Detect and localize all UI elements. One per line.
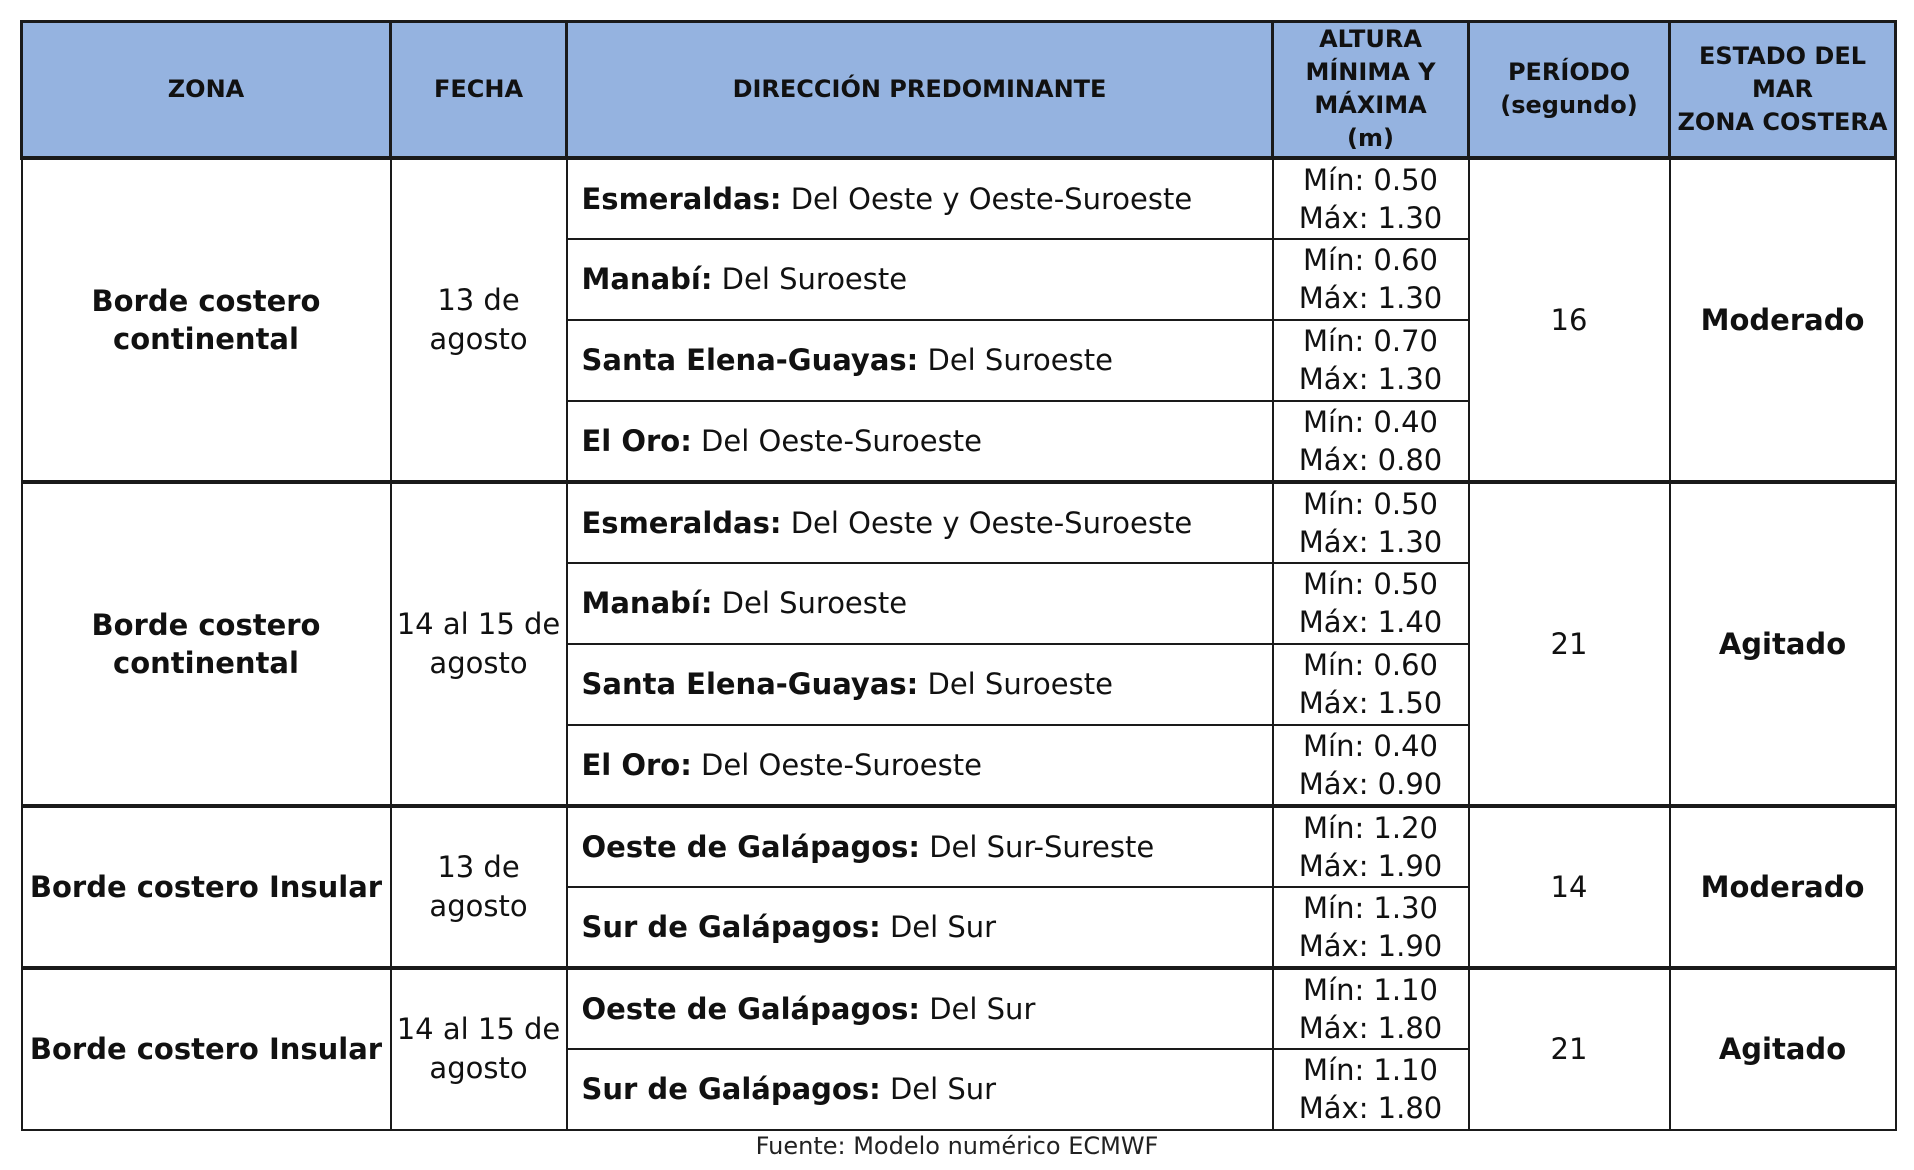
- altura-min: Mín: 0.60: [1302, 648, 1439, 682]
- altura-max: Máx: 0.90: [1298, 766, 1443, 801]
- direccion-cell: [567, 644, 1273, 725]
- altura-min: Mín: 0.60: [1302, 243, 1439, 277]
- direction-text: Del Sur: [889, 909, 997, 944]
- table-row: [22, 482, 1896, 563]
- altura-max: Máx: 1.30: [1298, 281, 1443, 315]
- altura-cell: [1273, 239, 1469, 320]
- altura-max: Máx: 1.30: [1298, 524, 1443, 559]
- header-periodo: [1469, 22, 1670, 158]
- altura-cell: [1273, 968, 1469, 1049]
- direccion-cell: [567, 1049, 1273, 1130]
- header-altura-line: MÁXIMA: [1314, 91, 1427, 120]
- altura-min: Mín: 0.50: [1302, 162, 1439, 197]
- altura-min: Mín: 1.30: [1302, 890, 1439, 925]
- direccion-cell: [567, 239, 1273, 320]
- fecha-line: agosto: [429, 321, 528, 356]
- direction-text: Del Suroeste: [927, 667, 1113, 701]
- direccion-cell: [567, 887, 1273, 968]
- header-altura-line: (m): [1347, 124, 1394, 153]
- direccion-cell: [567, 320, 1273, 401]
- direction-text: Del Oeste-Suroeste: [701, 747, 982, 782]
- place-label: Sur de Galápagos:: [581, 909, 881, 944]
- altura-min: Mín: 0.50: [1302, 567, 1439, 601]
- place-label: El Oro:: [581, 747, 692, 782]
- header-fecha: FECHA: [391, 22, 567, 158]
- altura-min: Mín: 0.40: [1302, 404, 1439, 439]
- fecha-line: agosto: [429, 888, 528, 923]
- forecast-table-container: [20, 20, 1894, 1131]
- fecha-line: agosto: [429, 1051, 528, 1085]
- direccion-cell: [567, 158, 1273, 239]
- header-row: [22, 22, 1896, 158]
- altura-max: Máx: 1.40: [1298, 605, 1443, 639]
- altura-max: Máx: 1.30: [1298, 200, 1443, 235]
- altura-cell: [1273, 158, 1469, 239]
- place-label: Esmeraldas:: [581, 181, 782, 216]
- zona-line: continental: [113, 645, 299, 680]
- altura-cell: [1273, 887, 1469, 968]
- zona-line: Borde costero: [91, 607, 321, 642]
- direction-text: Del Oeste y Oeste-Suroeste: [790, 181, 1193, 216]
- altura-max: Máx: 1.80: [1298, 1091, 1443, 1125]
- fecha-cell: [391, 806, 567, 968]
- header-estado-line: ZONA COSTERA: [1677, 107, 1888, 136]
- header-altura: [1273, 22, 1469, 158]
- altura-cell: [1273, 725, 1469, 806]
- direction-text: Del Sur: [889, 1072, 997, 1106]
- place-label: Manabí:: [581, 586, 713, 620]
- header-estado-line: MAR: [1752, 74, 1813, 103]
- source-caption: Fuente: Modelo numérico ECMWF: [755, 1132, 1159, 1160]
- periodo-cell: 21: [1469, 968, 1670, 1130]
- estado-cell: Agitado: [1670, 968, 1896, 1130]
- zona-line: Borde costero Insular: [29, 1032, 383, 1066]
- direccion-cell: [567, 482, 1273, 563]
- direction-text: Del Oeste-Suroeste: [701, 423, 982, 458]
- altura-cell: [1273, 401, 1469, 482]
- altura-min: Mín: 1.10: [1302, 972, 1439, 1007]
- place-label: Oeste de Galápagos:: [581, 991, 920, 1026]
- altura-max: Máx: 0.80: [1298, 442, 1443, 477]
- table-row: [22, 806, 1896, 887]
- altura-max: Máx: 1.50: [1298, 686, 1443, 720]
- header-zona: ZONA: [22, 22, 391, 158]
- periodo-cell: 21: [1469, 482, 1670, 806]
- header-periodo-line: PERÍODO: [1507, 58, 1631, 87]
- fecha-cell: [391, 968, 567, 1130]
- periodo-cell: 14: [1469, 806, 1670, 968]
- zona-cell: [22, 158, 391, 482]
- direction-text: Del Sur: [929, 991, 1036, 1026]
- estado-cell: Agitado: [1670, 482, 1896, 806]
- fecha-line: 13 de: [437, 849, 520, 884]
- zona-cell: [22, 806, 391, 968]
- place-label: El Oro:: [581, 423, 692, 458]
- zona-line: continental: [113, 321, 299, 356]
- altura-cell: [1273, 1049, 1469, 1130]
- place-label: Oeste de Galápagos:: [581, 829, 920, 864]
- header-altura-line: ALTURA: [1319, 25, 1422, 54]
- fecha-line: 14 al 15 de: [396, 606, 561, 641]
- estado-cell: Moderado: [1670, 806, 1896, 968]
- altura-cell: [1273, 563, 1469, 644]
- altura-max: Máx: 1.30: [1298, 362, 1443, 396]
- altura-cell: [1273, 482, 1469, 563]
- altura-max: Máx: 1.80: [1298, 1010, 1443, 1045]
- altura-min: Mín: 1.20: [1302, 810, 1439, 845]
- place-label: Sur de Galápagos:: [581, 1072, 881, 1106]
- altura-cell: [1273, 806, 1469, 887]
- altura-max: Máx: 1.90: [1298, 928, 1443, 963]
- altura-cell: [1273, 644, 1469, 725]
- header-estado: [1670, 22, 1896, 158]
- header-direccion: DIRECCIÓN PREDOMINANTE: [567, 22, 1273, 158]
- fecha-cell: [391, 158, 567, 482]
- header-estado-line: ESTADO DEL: [1698, 41, 1867, 70]
- header-altura-line: MÍNIMA Y: [1305, 58, 1436, 87]
- place-label: Esmeraldas:: [581, 505, 782, 540]
- periodo-cell: 16: [1469, 158, 1670, 482]
- fecha-line: agosto: [429, 645, 528, 680]
- altura-min: Mín: 1.10: [1302, 1053, 1439, 1087]
- altura-min: Mín: 0.40: [1302, 728, 1439, 763]
- place-label: Santa Elena-Guayas:: [581, 343, 919, 377]
- direccion-cell: [567, 968, 1273, 1049]
- direccion-cell: [567, 725, 1273, 806]
- direccion-cell: [567, 563, 1273, 644]
- fecha-line: 14 al 15 de: [396, 1012, 561, 1046]
- table-row: [22, 158, 1896, 239]
- altura-cell: [1273, 320, 1469, 401]
- estado-cell: Moderado: [1670, 158, 1896, 482]
- zona-cell: [22, 968, 391, 1130]
- direction-text: Del Suroeste: [927, 343, 1113, 377]
- fecha-line: 13 de: [437, 282, 520, 317]
- place-label: Santa Elena-Guayas:: [581, 667, 919, 701]
- direccion-cell: [567, 806, 1273, 887]
- place-label: Manabí:: [581, 262, 713, 296]
- sea-state-table: [20, 20, 1897, 1131]
- direccion-cell: [567, 401, 1273, 482]
- direction-text: Del Suroeste: [721, 586, 908, 620]
- zona-line: Borde costero Insular: [29, 869, 383, 904]
- zona-cell: [22, 482, 391, 806]
- header-periodo-line: (segundo): [1500, 91, 1638, 120]
- direction-text: Del Sur-Sureste: [929, 829, 1155, 864]
- direction-text: Del Suroeste: [721, 262, 908, 296]
- table-row: [22, 968, 1896, 1049]
- altura-max: Máx: 1.90: [1298, 848, 1443, 883]
- zona-line: Borde costero: [91, 283, 321, 318]
- fecha-cell: [391, 482, 567, 806]
- altura-min: Mín: 0.70: [1302, 324, 1439, 358]
- altura-min: Mín: 0.50: [1302, 486, 1439, 521]
- direction-text: Del Oeste y Oeste-Suroeste: [790, 505, 1193, 540]
